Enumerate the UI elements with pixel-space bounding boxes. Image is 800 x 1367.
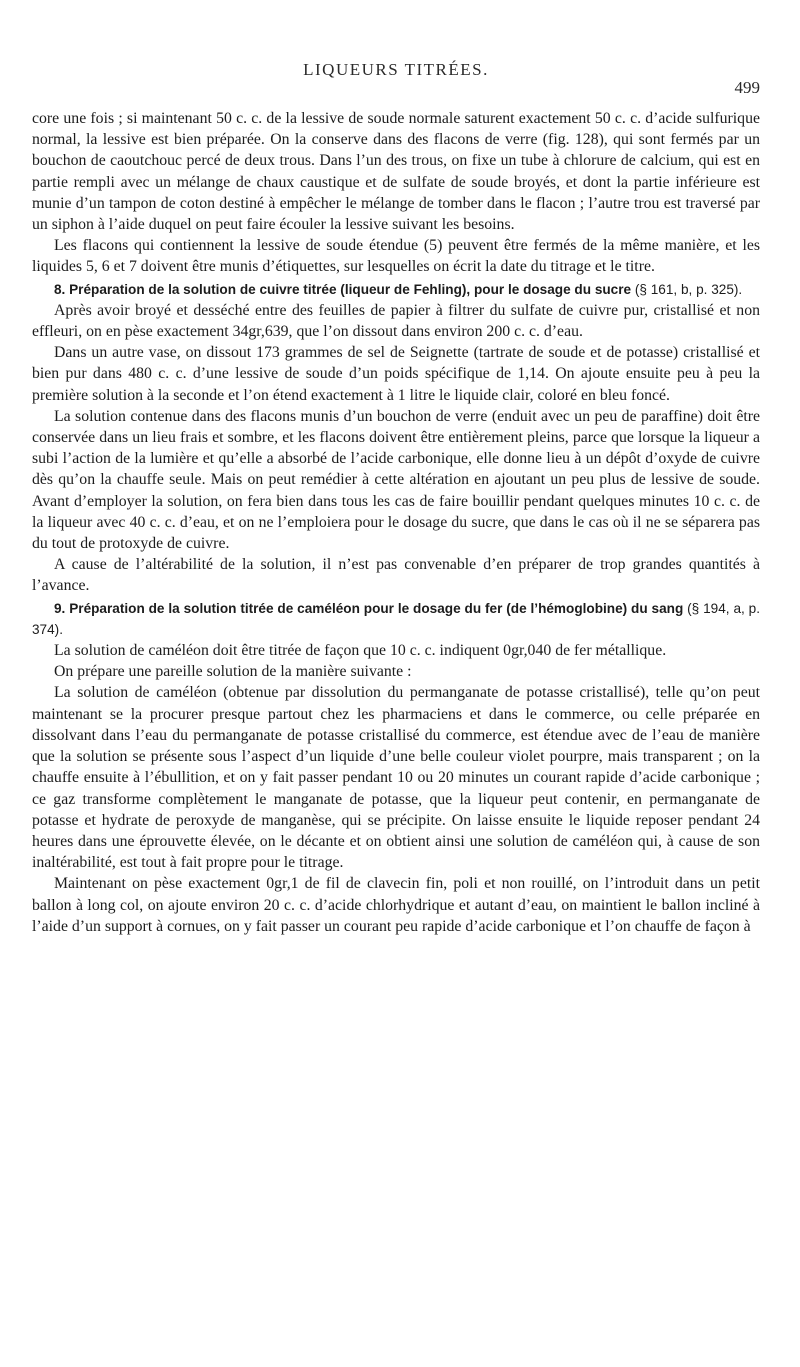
- section-heading-9: [32, 598, 760, 640]
- paragraph-sel-seignette: Dans un autre vase, on dissout 173 grammes de sel de Seignette (tartrate de soude et de potasse) cristallisé et bien pur dans 480 c. c. d’une lessive de soude d’un poids spécifique de 1,14. On ajoute ensuite peu à peu la première solution à la seconde et l’on étend exactement à 1 litre le liquide clair, coloré en bleu foncé.: [32, 344, 760, 404]
- section-heading-9-ref: (§ 194, a, p. 374).: [32, 600, 761, 637]
- section-heading-8-ref: (§ 161, b, p. 325).: [631, 281, 743, 297]
- paragraph-conservation-solution: La solution contenue dans des flacons munis d’un bouchon de verre (enduit avec un peu de paraffine) doit être conservée dans un lieu frais et sombre, et les flacons doivent être entièrement pleins, parce que lorsque la liqueur a subi l’action de la lumière et qu’elle a absorbé de l’acide carbonique, elle donne lieu à un dépôt d’oxyde de cuivre dès qu’on la chauffe seule. Mais on peut remédier à cette altération en ajoutant un peu plus de lessive de soude. Avant d’employer la solution, on fera bien dans tous les cas de faire bouillir pendant quelques minutes 10 c. c. de la liqueur avec 40 c. c. d’eau, et on ne l’emploiera pour le dosage du sucre, que dans le cas où il ne se séparera pas du tout de protoxyde de cuivre.: [32, 407, 760, 553]
- paragraph-lessive-conservation: core une fois ; si maintenant 50 c. c. de la lessive de soude normale saturent exactement 50 c. c. d’acide sulfurique normal, la lessive est bien préparée. On la conserve dans des flacons de verre (fig. 128), qui sont fermés par un bouchon de caoutchouc percé de deux trous. Dans l’un des trous, on fixe un tube à chlorure de calcium, qui est en partie rempli avec un mélange de chaux caustique et de sulfate de soude broyés, et dont la partie inférieure est munie d’un tampon de coton destiné à empêcher le mélange de tomber dans le flacon ; l’autre trou est traversé par un siphon à l’aide duquel on peut faire écouler la lessive suivant les besoins.: [32, 110, 760, 234]
- paragraph-sulfate-cuivre: Après avoir broyé et desséché entre des feuilles de papier à filtrer du sulfate de cuivre pur, cristallisé et non effleuri, on en pèse exactement 34gr,639, que l’on dissout dans environ 200 c. c. d’eau.: [32, 301, 760, 341]
- paragraph-alterabilite: A cause de l’altérabilité de la solution, il n’est pas convenable d’en préparer de trop grandes quantités à l’avance.: [32, 556, 760, 595]
- running-head: [32, 60, 760, 97]
- running-title: LIQUEURS TITRÉES.: [303, 60, 489, 79]
- section-heading-8: [32, 279, 760, 300]
- paragraph-preparation-intro: On prépare une pareille solution de la manière suivante :: [54, 663, 412, 681]
- paragraph-fil-clavecin: Maintenant on pèse exactement 0gr,1 de fil de clavecin fin, poli et non rouillé, on l’introduit dans un petit ballon à long col, on ajoute environ 20 c. c. d’acide chlorhydrique et autant d’eau, on maintient le ballon incliné à l’aide d’un support à cornues, on y fait passer un courant peu rapide d’acide carbonique et l’on chauffe de façon à: [32, 875, 760, 935]
- body-text: [32, 108, 760, 937]
- section-heading-9-title: 9. Préparation de la solution titrée de caméléon pour le dosage du fer (de l’hémoglobine) du sang: [54, 600, 684, 616]
- page-number: 499: [734, 78, 760, 97]
- paragraph-permanganate: La solution de caméléon (obtenue par dissolution du permanganate de potasse cristallisé), telle qu’on peut maintenant se la procurer presque partout chez les pharmaciens et dans le commerce, ou celle préparée en dissolvant dans l’eau du permanganate de potasse cristallisé du commerce, est étendue avec de l’eau de manière que la solution se présente sous l’aspect d’un liquide d’une belle couleur violet pourpre, mais transparent ; on la chauffe ensuite à l’ébullition, et on y fait passer pendant 10 ou 20 minutes un courant rapide d’acide carbonique ; ce gaz transforme complètement le manganate de potasse, que la liqueur peut contenir, en permanganate de potasse et hydrate de peroxyde de manganèse, qui se précipite. On laisse ensuite le liquide reposer pendant 24 heures dans une éprouvette élevée, on le décante et on obtient ainsi une solution de caméléon qui, à cause de son inaltérabilité, est tout à fait propre pour le titrage.: [32, 684, 760, 872]
- book-page: [32, 0, 760, 1367]
- section-heading-8-title: 8. Préparation de la solution de cuivre titrée (liqueur de Fehling), pour le dosage du sucre: [54, 281, 632, 297]
- paragraph-titrage-cameleon: La solution de caméléon doit être titrée de façon que 10 c. c. indiquent 0gr,040 de fer métallique.: [54, 642, 667, 660]
- paragraph-flacons-etiquettes: Les flacons qui contiennent la lessive de soude étendue (5) peuvent être fermés de la même manière, et les liquides 5, 6 et 7 doivent être munis d’étiquettes, sur lesquelles on écrit la date du titrage et le titre.: [32, 237, 760, 276]
